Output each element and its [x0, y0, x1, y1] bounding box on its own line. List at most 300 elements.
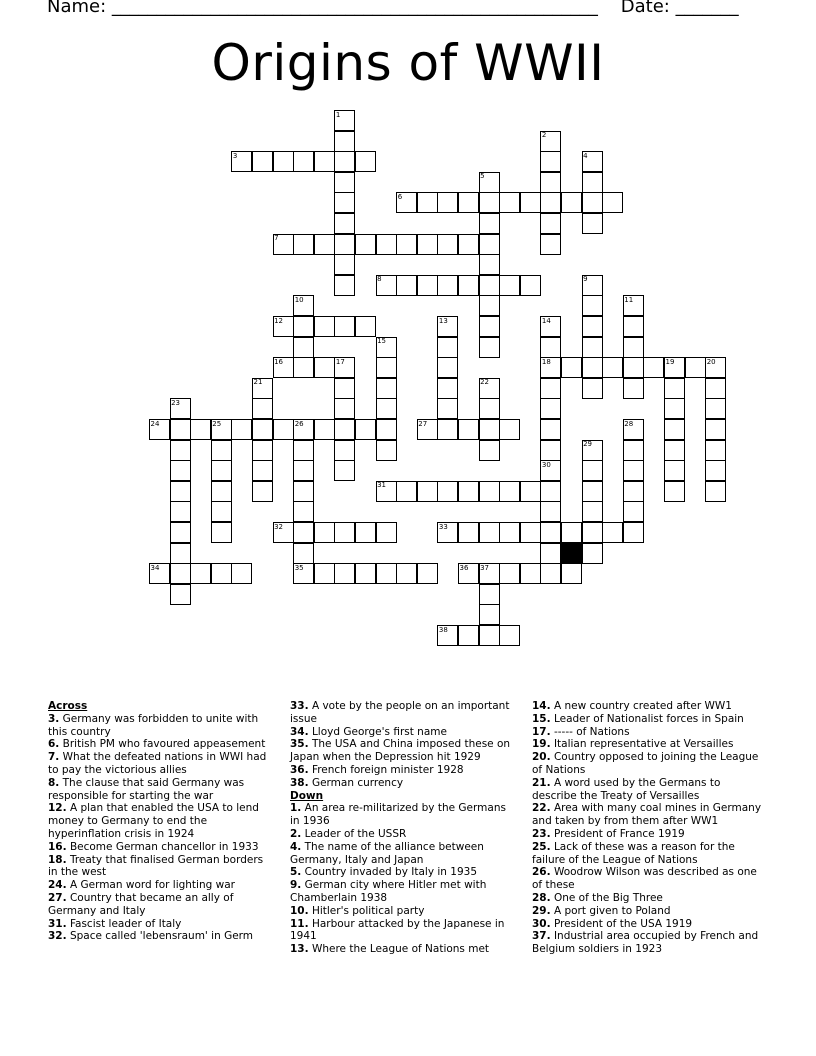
grid-cell[interactable]	[499, 522, 520, 543]
grid-cell[interactable]	[376, 522, 397, 543]
clue-number-label: 37.	[532, 930, 551, 943]
grid-cell[interactable]	[479, 316, 500, 337]
grid-cell[interactable]	[540, 378, 561, 399]
grid-cell[interactable]	[479, 275, 500, 296]
clue-number-label: 19.	[532, 738, 551, 751]
grid-cell[interactable]	[479, 604, 500, 625]
grid-cell[interactable]	[664, 419, 685, 440]
clue-number: 25	[212, 419, 222, 428]
grid-cell[interactable]	[437, 234, 458, 255]
grid-cell[interactable]	[479, 213, 500, 234]
grid-cell[interactable]	[231, 419, 252, 440]
clue-item	[532, 738, 764, 751]
grid-cell[interactable]	[479, 440, 500, 461]
grid-cell[interactable]	[540, 337, 561, 358]
clue-item	[532, 841, 764, 867]
grid-cell[interactable]	[314, 151, 335, 172]
grid-cell[interactable]	[293, 501, 314, 522]
grid-cell[interactable]	[479, 481, 500, 502]
grid-cell[interactable]	[314, 357, 335, 378]
clue-item	[532, 777, 764, 803]
clue-number-label: 30.	[532, 917, 551, 930]
clue-number: 16	[274, 357, 284, 366]
clue-number: 17	[335, 357, 345, 366]
grid-cell[interactable]	[376, 563, 397, 584]
grid-cell[interactable]	[252, 151, 273, 172]
grid-cell[interactable]	[211, 460, 232, 481]
grid-cell[interactable]	[499, 481, 520, 502]
clue-number: 31	[377, 481, 387, 490]
grid-cell[interactable]	[314, 234, 335, 255]
grid-cell[interactable]	[293, 481, 314, 502]
grid-cell[interactable]	[582, 543, 603, 564]
grid-cell[interactable]	[540, 234, 561, 255]
grid-cell[interactable]	[540, 563, 561, 584]
clue-text: Leader of Nationalist forces in Spain	[550, 712, 744, 725]
clue-number: 19	[665, 357, 675, 366]
grid-cell[interactable]	[664, 481, 685, 502]
grid-cell[interactable]	[499, 192, 520, 213]
clue-number: 22	[480, 378, 490, 387]
grid-cell[interactable]	[376, 440, 397, 461]
grid-cell[interactable]	[396, 563, 417, 584]
grid-cell[interactable]	[479, 234, 500, 255]
grid-cell[interactable]	[499, 419, 520, 440]
clue-text: The name of the alliance between Germany, Italy and Japan	[290, 840, 484, 866]
clue-number: 12	[274, 316, 284, 325]
grid-cell[interactable]	[623, 316, 644, 337]
grid-cell[interactable]	[396, 234, 417, 255]
clue-number: 18	[541, 357, 551, 366]
clue-text: German currency	[308, 776, 404, 789]
clue-number: 8	[377, 275, 382, 284]
clue-item	[290, 802, 512, 828]
grid-cell[interactable]	[376, 378, 397, 399]
clue-item	[290, 764, 512, 777]
clue-text: A vote by the people on an important issue	[290, 700, 510, 725]
grid-cell[interactable]	[602, 192, 623, 213]
grid-cell[interactable]	[211, 522, 232, 543]
grid-cell[interactable]	[561, 357, 582, 378]
grid-cell[interactable]	[705, 419, 726, 440]
grid-cell[interactable]	[273, 151, 294, 172]
grid-cell[interactable]	[458, 192, 479, 213]
grid-cell[interactable]	[561, 192, 582, 213]
grid-cell[interactable]	[396, 481, 417, 502]
grid-cell[interactable]	[376, 357, 397, 378]
clue-text: An area re-militarized by the Germans in 1936	[290, 802, 506, 828]
grid-cell[interactable]	[417, 275, 438, 296]
grid-cell[interactable]	[623, 460, 644, 481]
clue-number: 37	[480, 563, 490, 572]
grid-cell[interactable]	[170, 481, 191, 502]
grid-cell[interactable]	[293, 357, 314, 378]
grid-cell[interactable]	[355, 563, 376, 584]
grid-cell[interactable]	[293, 151, 314, 172]
grid-cell[interactable]	[458, 419, 479, 440]
clue-text: Lack of these was a reason for the failure of the League of Nations	[532, 840, 735, 866]
grid-cell[interactable]	[170, 460, 191, 481]
grid-cell[interactable]	[334, 234, 355, 255]
grid-cell[interactable]	[417, 563, 438, 584]
grid-cell[interactable]	[664, 398, 685, 419]
clue-item	[290, 905, 512, 918]
grid-cell[interactable]	[334, 419, 355, 440]
grid-cell[interactable]	[540, 419, 561, 440]
grid-cell[interactable]	[437, 357, 458, 378]
grid-cell[interactable]	[458, 522, 479, 543]
grid-cell[interactable]	[334, 398, 355, 419]
clue-text: Harbour attacked by the Japanese in 1941	[290, 917, 505, 943]
clue-text: German city where Hitler met with Chamberlain 1938	[290, 879, 487, 904]
clue-number-label: 4.	[290, 840, 302, 853]
clue-item	[290, 943, 512, 956]
grid-cell[interactable]	[170, 440, 191, 461]
grid-cell[interactable]	[582, 501, 603, 522]
clue-item	[290, 841, 512, 867]
grid-cell[interactable]	[561, 522, 582, 543]
grid-cell[interactable]	[540, 192, 561, 213]
grid-cell[interactable]	[479, 398, 500, 419]
clue-number-label: 32.	[48, 930, 67, 943]
grid-cell[interactable]	[520, 481, 541, 502]
grid-cell[interactable]	[211, 440, 232, 461]
clue-number-label: 16.	[48, 840, 67, 853]
grid-cell[interactable]	[334, 316, 355, 337]
grid-cell[interactable]	[664, 460, 685, 481]
down-heading: Down	[290, 789, 324, 802]
clue-item	[290, 738, 512, 764]
grid-cell[interactable]	[664, 440, 685, 461]
grid-cell[interactable]	[540, 213, 561, 234]
grid-cell[interactable]	[479, 337, 500, 358]
clue-item	[532, 713, 764, 726]
grid-cell[interactable]	[417, 481, 438, 502]
grid-cell[interactable]	[705, 481, 726, 502]
grid-cell[interactable]	[458, 625, 479, 646]
clue-number: 38	[438, 625, 448, 634]
grid-cell[interactable]	[582, 295, 603, 316]
grid-cell[interactable]	[334, 131, 355, 152]
clue-item	[532, 918, 764, 931]
grid-cell[interactable]	[540, 501, 561, 522]
grid-cell[interactable]	[334, 440, 355, 461]
clue-number-label: 7.	[48, 751, 60, 764]
grid-cell[interactable]	[540, 172, 561, 193]
grid-cell[interactable]	[170, 543, 191, 564]
grid-cell[interactable]	[582, 316, 603, 337]
grid-cell[interactable]	[252, 398, 273, 419]
clue-number: 20	[706, 357, 716, 366]
clue-number-label: 22.	[532, 802, 551, 815]
clue-item	[48, 713, 270, 739]
clue-number-label: 33.	[290, 700, 309, 712]
clue-number: 29	[583, 440, 593, 449]
grid-cell[interactable]	[458, 481, 479, 502]
grid-cell[interactable]	[252, 481, 273, 502]
grid-cell[interactable]	[314, 522, 335, 543]
grid-cell[interactable]	[499, 563, 520, 584]
grid-cell[interactable]	[170, 501, 191, 522]
grid-cell[interactable]	[231, 563, 252, 584]
clue-number-label: 9.	[290, 879, 302, 892]
page-title: Origins of WWII	[211, 34, 605, 92]
clue-text: ----- of Nations	[550, 725, 630, 738]
grid-cell[interactable]	[437, 398, 458, 419]
grid-cell[interactable]	[582, 522, 603, 543]
across-heading: Across	[48, 700, 88, 712]
clues-column-1	[48, 700, 270, 943]
grid-cell[interactable]	[437, 275, 458, 296]
clue-number: 36	[459, 563, 469, 572]
clue-number: 4	[583, 151, 588, 160]
clue-number-label: 26.	[532, 866, 551, 879]
clue-number-label: 29.	[532, 904, 551, 917]
grid-cell[interactable]	[314, 316, 335, 337]
clue-item	[532, 905, 764, 918]
clue-number-label: 12.	[48, 802, 67, 815]
grid-cell[interactable]	[623, 481, 644, 502]
grid-cell[interactable]	[623, 378, 644, 399]
clue-number-label: 14.	[532, 700, 551, 712]
grid-cell[interactable]	[252, 440, 273, 461]
grid-cell[interactable]	[334, 522, 355, 543]
grid-cell[interactable]	[685, 357, 706, 378]
grid-cell[interactable]	[211, 501, 232, 522]
grid-cell[interactable]	[211, 563, 232, 584]
clue-number-label: 25.	[532, 840, 551, 853]
grid-cell[interactable]	[479, 295, 500, 316]
grid-cell[interactable]	[705, 398, 726, 419]
clue-text: The clause that said Germany was responsible for starting the war	[48, 776, 245, 802]
clue-item	[532, 726, 764, 739]
clue-number: 15	[377, 337, 387, 346]
clue-number: 34	[150, 563, 160, 572]
grid-cell[interactable]	[623, 440, 644, 461]
grid-cell[interactable]	[705, 460, 726, 481]
clue-item	[290, 726, 512, 739]
clue-number: 32	[274, 522, 284, 531]
grid-cell[interactable]	[376, 234, 397, 255]
grid-cell[interactable]	[623, 522, 644, 543]
clues-column-3	[532, 700, 764, 956]
grid-cell[interactable]	[355, 316, 376, 337]
clue-text: Become German chancellor in 1933	[66, 840, 259, 853]
grid-cell[interactable]	[540, 543, 561, 564]
grid-cell[interactable]	[314, 563, 335, 584]
clue-item	[532, 892, 764, 905]
grid-cell[interactable]	[170, 522, 191, 543]
clue-number: 1	[335, 110, 341, 119]
clue-text: One of the Big Three	[550, 891, 663, 904]
grid-cell[interactable]	[334, 151, 355, 172]
grid-cell[interactable]	[540, 481, 561, 502]
grid-cell[interactable]	[437, 192, 458, 213]
clue-text: A port given to Poland	[550, 904, 671, 917]
grid-cell[interactable]	[334, 275, 355, 296]
grid-cell[interactable]	[437, 378, 458, 399]
grid-cell[interactable]	[334, 460, 355, 481]
grid-cell[interactable]	[520, 275, 541, 296]
grid-cell[interactable]	[376, 398, 397, 419]
clue-number: 27	[418, 419, 428, 428]
grid-cell[interactable]	[520, 563, 541, 584]
grid-cell[interactable]	[540, 522, 561, 543]
grid-cell[interactable]	[334, 192, 355, 213]
grid-cell[interactable]	[355, 419, 376, 440]
grid-cell[interactable]	[273, 419, 294, 440]
clue-text: Lloyd George's first name	[308, 725, 447, 738]
grid-cell[interactable]	[437, 337, 458, 358]
grid-cell[interactable]	[540, 398, 561, 419]
grid-cell[interactable]	[376, 419, 397, 440]
grid-cell[interactable]	[334, 378, 355, 399]
grid-cell[interactable]	[520, 192, 541, 213]
clue-text: President of the USA 1919	[550, 917, 693, 930]
grid-cell[interactable]	[458, 234, 479, 255]
grid-cell[interactable]	[458, 275, 479, 296]
clue-text: A new country created after WW1	[550, 700, 732, 712]
grid-cell[interactable]	[293, 316, 314, 337]
grid-cell[interactable]	[355, 234, 376, 255]
date-field[interactable]: Date: _______	[620, 0, 739, 17]
clue-number-label: 28.	[532, 891, 551, 904]
grid-cell[interactable]	[190, 563, 211, 584]
clue-item	[48, 738, 270, 751]
grid-cell[interactable]	[293, 543, 314, 564]
clue-item	[290, 777, 512, 790]
grid-cell[interactable]	[211, 481, 232, 502]
grid-cell[interactable]	[705, 440, 726, 461]
clue-item	[290, 879, 512, 905]
clue-number-label: 8.	[48, 776, 60, 789]
clue-item	[48, 918, 270, 931]
grid-cell[interactable]	[252, 419, 273, 440]
grid-cell[interactable]	[479, 419, 500, 440]
clue-text: Where the League of Nations met	[308, 943, 490, 956]
clue-item	[532, 700, 764, 713]
clue-number-label: 5.	[290, 866, 302, 879]
clue-number: 24	[150, 419, 160, 428]
grid-cell[interactable]	[582, 481, 603, 502]
clue-item	[290, 700, 512, 726]
clue-text: A word used by the Germans to describe the Treaty of Versailles	[532, 776, 721, 802]
grid-cell[interactable]	[602, 357, 623, 378]
clue-number: 6	[397, 192, 403, 201]
grid-cell[interactable]	[293, 460, 314, 481]
grid-cell[interactable]	[602, 522, 623, 543]
grid-cell[interactable]	[623, 337, 644, 358]
grid-cell[interactable]	[520, 522, 541, 543]
grid-cell[interactable]	[355, 522, 376, 543]
grid-cell[interactable]	[499, 275, 520, 296]
grid-cell[interactable]	[437, 419, 458, 440]
grid-cell[interactable]	[396, 275, 417, 296]
grid-cell[interactable]	[479, 522, 500, 543]
grid-cell[interactable]	[417, 234, 438, 255]
clue-number-label: 3.	[48, 712, 60, 725]
clue-number-label: 10.	[290, 904, 309, 917]
clue-item	[48, 802, 270, 840]
grid-cell[interactable]	[170, 584, 191, 605]
grid-cell[interactable]	[664, 378, 685, 399]
clue-text: Country opposed to joining the League of Nations	[532, 751, 759, 776]
grid-cell[interactable]	[417, 192, 438, 213]
grid-cell[interactable]	[623, 357, 644, 378]
clue-number: 9	[583, 275, 588, 284]
grid-cell[interactable]	[170, 419, 191, 440]
grid-cell[interactable]	[334, 172, 355, 193]
grid-cell[interactable]	[582, 357, 603, 378]
clue-number-label: 1.	[290, 802, 302, 815]
grid-cell[interactable]	[479, 192, 500, 213]
clue-number: 10	[294, 295, 304, 304]
clue-text: A plan that enabled the USA to lend money to Germany to end the hyperinflation crisis in 1924	[48, 802, 259, 840]
clue-text: British PM who favoured appeasement	[59, 738, 266, 751]
clue-number-label: 17.	[532, 725, 551, 738]
clue-number-label: 15.	[532, 712, 551, 725]
grid-cell[interactable]	[293, 440, 314, 461]
clue-item	[48, 892, 270, 918]
grid-cell[interactable]	[705, 378, 726, 399]
clue-number: 33	[438, 522, 448, 531]
grid-cell[interactable]	[582, 460, 603, 481]
grid-cell[interactable]	[479, 254, 500, 275]
grid-cell[interactable]	[170, 563, 191, 584]
grid-cell[interactable]	[479, 625, 500, 646]
clue-number-label: 11.	[290, 917, 309, 930]
clue-item	[290, 828, 512, 841]
grid-cell[interactable]	[582, 192, 603, 213]
grid-cell[interactable]	[582, 337, 603, 358]
grid-cell[interactable]	[499, 625, 520, 646]
clues-column-2	[290, 700, 512, 956]
grid-cell[interactable]	[623, 501, 644, 522]
grid-cell[interactable]	[643, 357, 664, 378]
name-field[interactable]: Name: ______________________________________________________	[47, 0, 598, 17]
grid-cell[interactable]	[582, 213, 603, 234]
grid-cell[interactable]	[334, 563, 355, 584]
grid-cell[interactable]	[582, 378, 603, 399]
clue-number: 3	[232, 151, 238, 160]
grid-cell[interactable]	[293, 337, 314, 358]
grid-cell[interactable]	[334, 254, 355, 275]
grid-cell[interactable]	[293, 234, 314, 255]
clue-item	[48, 751, 270, 777]
grid-cell[interactable]	[540, 151, 561, 172]
grid-cell[interactable]	[540, 440, 561, 461]
clue-text: Woodrow Wilson was described as one of these	[532, 866, 757, 892]
clue-number-label: 27.	[48, 891, 67, 904]
clue-item	[532, 802, 764, 828]
grid-cell[interactable]	[355, 151, 376, 172]
grid-cell[interactable]	[561, 563, 582, 584]
grid-cell[interactable]	[582, 172, 603, 193]
clue-item	[532, 828, 764, 841]
grid-cell[interactable]	[334, 213, 355, 234]
clue-number: 13	[438, 316, 448, 325]
clue-text: Leader of the USSR	[301, 827, 407, 840]
clue-number-label: 18.	[48, 853, 67, 866]
grid-cell[interactable]	[437, 481, 458, 502]
grid-cell[interactable]	[190, 419, 211, 440]
grid-cell[interactable]	[314, 419, 335, 440]
clue-number-label: 36.	[290, 763, 309, 776]
clue-item	[48, 879, 270, 892]
grid-cell[interactable]	[252, 460, 273, 481]
grid-cell[interactable]	[479, 584, 500, 605]
grid-cell[interactable]	[293, 522, 314, 543]
